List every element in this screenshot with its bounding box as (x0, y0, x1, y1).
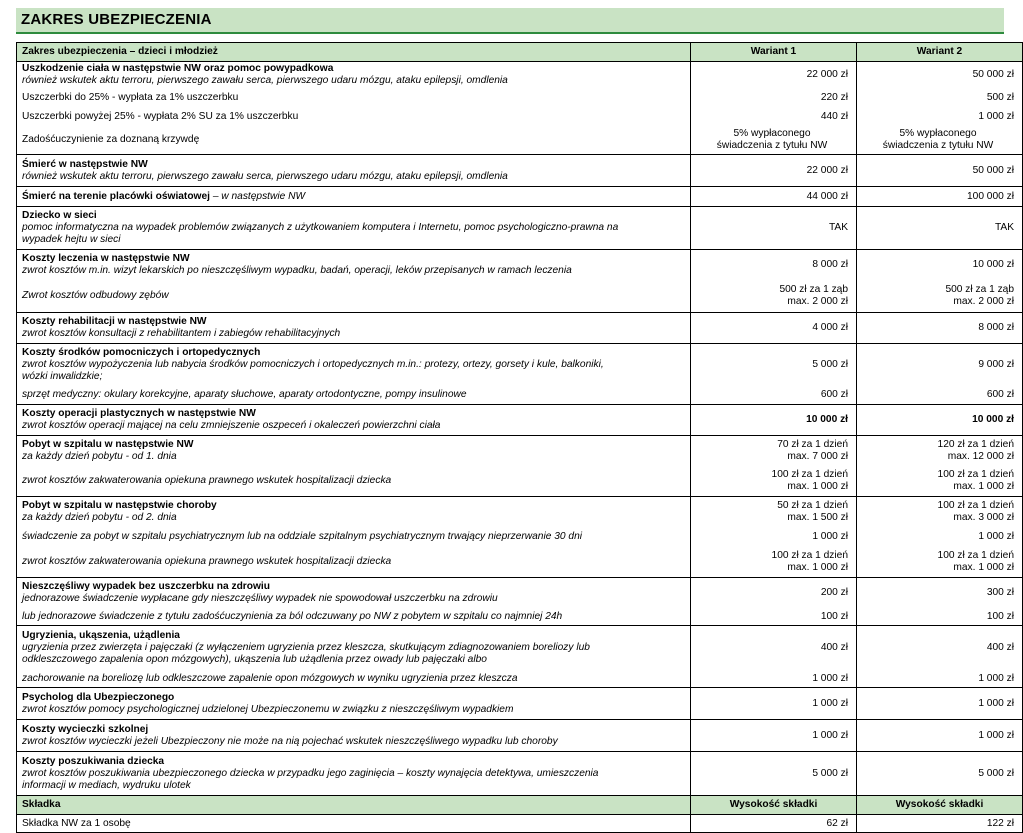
variant-1-cell (691, 497, 857, 578)
variant-2-cell (857, 752, 1023, 796)
variant-1-cell (691, 626, 857, 688)
variant-1-cell (691, 313, 857, 344)
variant-1-value-line (696, 187, 848, 206)
item-title-suffix: – w następstwie NW (209, 190, 306, 202)
table-header-row (17, 43, 1023, 62)
item-detail: zwrot kosztów zakwaterowania opiekuna prawnego wskutek hospitalizacji dziecka (22, 556, 392, 567)
variant-1-value: 100 zł za 1 dzień max. 1 000 zł (771, 469, 848, 492)
table-row (17, 187, 1023, 207)
variant-1-value: 200 zł (820, 587, 848, 598)
item-description: zwrot kosztów poszukiwania ubezpieczonego dziecka w przypadku jego zaginięcia – koszty wynajęcia detektywa, umieszczenia informacji w mediach, wydruku ulotek (22, 767, 599, 791)
variant-2-cell (857, 187, 1023, 207)
table-row (17, 313, 1023, 344)
item-description: pomoc informatyczna na wypadek problemów związanych z użytkowaniem komputera i Internetu, pomoc psychologiczno-prawna na wypadek hejtu w sieci (22, 222, 619, 245)
variant-1-value-line (696, 752, 848, 795)
scope-line (22, 313, 685, 343)
variant-1-value-line (696, 626, 848, 670)
item-title: Śmierć w następstwie NW (22, 158, 148, 170)
variant-1-value-line (696, 107, 848, 126)
table-row (17, 688, 1023, 720)
variant-1-value-line (696, 547, 848, 577)
scope-cell (17, 155, 691, 187)
scope-cell (17, 688, 691, 720)
variant-1-value: 44 000 zł (806, 190, 848, 202)
variant-2-value-line (862, 280, 1014, 312)
item-description: zwrot kosztów m.in. wizyt lekarskich po nieszczęśliwym wypadku, badań, operacji, leków przepisanych w ramach leczenia (22, 265, 572, 276)
variant-2-value-line (862, 547, 1014, 577)
scope-line (22, 670, 685, 687)
variant-2-value-line (862, 608, 1014, 625)
variant-1-value: 70 zł za 1 dzień max. 7 000 zł (777, 439, 848, 462)
variant-1-cell (691, 207, 857, 250)
scope-cell (17, 497, 691, 578)
variant-2-value-line (862, 155, 1014, 186)
variant-1-value-line (696, 527, 848, 547)
variant-1-value: 600 zł (820, 389, 848, 400)
variant-2-value-line (862, 626, 1014, 670)
variant-2-value-line (862, 466, 1014, 496)
variant-2-value: 50 000 zł (972, 164, 1014, 176)
item-description: ugryzienia przez zwierzęta i pajęczaki (z wyłączeniem ugryzienia przez kleszcza, skutkującym zdiagnozowaniem boreliozy lub odkleszczowego zapalenia opon mózgowych), ukąszenia lub użądlenia przez owady lub pajęczaki albo (22, 642, 590, 665)
scope-cell (17, 752, 691, 796)
variant-1-cell (691, 62, 857, 155)
variant-1-value-line (696, 155, 848, 186)
variant-2-value: 8 000 zł (978, 322, 1014, 333)
variant-1-value: 100 zł za 1 dzień max. 1 000 zł (771, 550, 848, 573)
variant-2-cell (857, 688, 1023, 720)
variant-1-value-line (696, 405, 848, 435)
variant-2-value: 10 000 zł (972, 259, 1014, 270)
item-detail: zachorowanie na boreliozę lub odkleszczowe zapalenie opon mózgowych w wyniku ugryzienia przez kleszcza (22, 672, 518, 684)
variant-2-value-line (862, 497, 1014, 527)
variant-2-value: 10 000 zł (972, 414, 1014, 425)
variant-2-cell (857, 62, 1023, 155)
item-title: Pobyt w szpitalu w następstwie choroby (22, 500, 217, 511)
variant-1-value-line (696, 466, 848, 496)
scope-cell (17, 578, 691, 626)
item-detail: Uszczerbki do 25% - wypłata za 1% uszczerbku (22, 91, 239, 103)
item-title: Pobyt w szpitalu w następstwie NW (22, 439, 194, 450)
item-description: zwrot kosztów wycieczki jeżeli Ubezpieczony nie może na nią pojechać wskutek nieszczęśliwego wypadku lub choroby (22, 735, 558, 747)
variant-1-value-line (696, 688, 848, 719)
table-row (17, 720, 1023, 752)
table-row (17, 207, 1023, 250)
variant-2-value-line (862, 126, 1014, 154)
scope-cell (17, 626, 691, 688)
variant-2-value-line (862, 752, 1014, 795)
item-description: zwrot kosztów pomocy psychologicznej udzielonej Ubezpieczonemu w związku z nieszczęśliwym wypadkiem (22, 703, 514, 715)
scope-line (22, 436, 685, 466)
header-variant-1: Wariant 1 (691, 43, 857, 62)
item-description: zwrot kosztów operacji mającej na celu zmniejszenie oszpeceń i okaleczeń powierzchni ciała (22, 420, 441, 431)
variant-1-value: 400 zł (820, 642, 848, 653)
premium-variant-1: 62 zł (691, 815, 857, 833)
item-detail: sprzęt medyczny: okulary korekcyjne, aparaty słuchowe, aparaty ortodontyczne, pompy insulinowe (22, 389, 467, 400)
item-title: Śmierć na terenie placówki oświatowej (22, 190, 210, 202)
variant-1-cell (691, 344, 857, 405)
variant-2-value: 400 zł (986, 642, 1014, 653)
scope-line (22, 187, 685, 206)
scope-line (22, 88, 685, 107)
variant-2-value: 5 000 zł (978, 767, 1014, 779)
section-title: ZAKRES UBEZPIECZENIA (21, 11, 212, 28)
variant-2-cell (857, 436, 1023, 497)
variant-1-value-line (696, 313, 848, 343)
variant-2-value-line (862, 88, 1014, 107)
variant-2-value: 500 zł (986, 91, 1014, 103)
item-description: jednorazowe świadczenie wypłacane gdy nieszczęśliwy wypadek nie spowodował uszczerbku na zdrowiu (22, 593, 498, 604)
scope-line (22, 608, 685, 625)
scope-line (22, 547, 685, 577)
item-description: za każdy dzień pobytu - od 1. dnia (22, 451, 177, 462)
table-row (17, 155, 1023, 187)
variant-1-value-line (696, 497, 848, 527)
insurance-scope-table (16, 42, 1023, 833)
variant-2-cell (857, 344, 1023, 405)
variant-2-cell (857, 497, 1023, 578)
variant-2-value: 500 zł za 1 ząb max. 2 000 zł (945, 284, 1014, 307)
variant-2-cell (857, 313, 1023, 344)
scope-line (22, 280, 685, 312)
variant-2-value: 1 000 zł (978, 672, 1014, 684)
variant-1-value-line (696, 250, 848, 280)
item-description: zwrot kosztów konsultacji z rehabilitantem i zabiegów rehabilitacyjnych (22, 328, 341, 339)
scope-line (22, 62, 685, 88)
variant-2-cell (857, 207, 1023, 250)
item-detail: świadczenie za pobyt w szpitalu psychiatrycznym lub na oddziale szpitalnym psychiatrycznym trwający nieprzerwanie 30 dni (22, 531, 582, 542)
scope-line (22, 626, 685, 670)
item-title: Uszkodzenie ciała w następstwie NW oraz pomoc powypadkowa (22, 63, 334, 74)
item-title: Dziecko w sieci (22, 210, 97, 221)
variant-2-value: 5% wypłaconego świadczenia z tytułu NW (882, 128, 994, 151)
variant-2-value: 9 000 zł (978, 359, 1014, 370)
variant-1-value-line (696, 207, 848, 249)
variant-1-cell (691, 688, 857, 720)
variant-1-cell (691, 405, 857, 436)
variant-2-value-line (862, 720, 1014, 751)
premium-label: Składka NW za 1 osobę (17, 815, 691, 833)
scope-cell (17, 207, 691, 250)
item-detail: lub jednorazowe świadczenie z tytułu zadośćuczynienia za ból odczuwany po NW z pobytem w szpitalu co najmniej 24h (22, 610, 563, 622)
variant-2-value-line (862, 344, 1014, 386)
item-description: zwrot kosztów wypożyczenia lub nabycia środków pomocniczych i ortopedycznych m.in.: protezy, ortezy, gorsety i kule, balkoniki, wózki inwalidzkie; (22, 359, 604, 382)
scope-cell (17, 436, 691, 497)
section-title-bar (16, 8, 1004, 34)
scope-line (22, 527, 685, 547)
item-title: Nieszczęśliwy wypadek bez uszczerbku na zdrowiu (22, 581, 270, 592)
scope-cell (17, 250, 691, 313)
variant-1-value: 5% wypłaconego świadczenia z tytułu NW (716, 128, 828, 151)
variant-2-cell (857, 578, 1023, 626)
variant-1-cell (691, 155, 857, 187)
item-description: również wskutek aktu terroru, pierwszego zawału serca, pierwszego udaru mózgu, ataku epilepsji, omdlenia (22, 170, 508, 182)
variant-2-value: 100 zł za 1 dzień max. 3 000 zł (937, 500, 1014, 523)
table-row (17, 626, 1023, 688)
variant-2-value-line (862, 688, 1014, 719)
item-detail: zwrot kosztów zakwaterowania opiekuna prawnego wskutek hospitalizacji dziecka (22, 475, 392, 486)
variant-1-value-line (696, 62, 848, 88)
variant-2-value: 300 zł (986, 587, 1014, 598)
item-title: Koszty leczenia w następstwie NW (22, 253, 190, 264)
variant-2-value: 50 000 zł (972, 69, 1014, 80)
scope-cell (17, 187, 691, 207)
variant-1-cell (691, 720, 857, 752)
scope-line (22, 126, 685, 154)
variant-1-value-line (696, 88, 848, 107)
variant-2-value-line (862, 527, 1014, 547)
variant-1-value: 22 000 zł (806, 69, 848, 80)
scope-line (22, 752, 685, 795)
variant-2-value: 100 zł za 1 dzień max. 1 000 zł (937, 550, 1014, 573)
variant-1-value: 8 000 zł (812, 259, 848, 270)
variant-1-value-line (696, 608, 848, 625)
variant-1-value: 50 zł za 1 dzień max. 1 500 zł (777, 500, 848, 523)
variant-2-value-line (862, 107, 1014, 126)
variant-1-value: 1 000 zł (812, 531, 848, 542)
scope-line (22, 207, 685, 249)
variant-2-cell (857, 626, 1023, 688)
item-detail: Zwrot kosztów odbudowy zębów (22, 290, 169, 301)
scope-line (22, 578, 685, 608)
variant-2-value-line (862, 405, 1014, 435)
scope-cell (17, 405, 691, 436)
variant-2-cell (857, 250, 1023, 313)
variant-2-cell (857, 720, 1023, 752)
variant-1-value-line (696, 344, 848, 386)
variant-2-value-line (862, 187, 1014, 206)
item-title: Koszty środków pomocniczych i ortopedycznych (22, 347, 261, 358)
variant-2-value: 120 zł za 1 dzień max. 12 000 zł (937, 439, 1014, 462)
variant-1-value-line (696, 280, 848, 312)
variant-2-value-line (862, 386, 1014, 404)
variant-2-value: 100 zł (986, 610, 1014, 622)
variant-2-value: 100 zł za 1 dzień max. 1 000 zł (937, 469, 1014, 492)
header-variant-2: Wariant 2 (857, 43, 1023, 62)
table-row (17, 497, 1023, 578)
variant-1-cell (691, 578, 857, 626)
scope-line (22, 107, 685, 126)
table-row (17, 405, 1023, 436)
variant-1-value: 1 000 zł (812, 729, 848, 741)
variant-1-value: 5 000 zł (812, 767, 848, 779)
variant-1-value: 10 000 zł (806, 414, 848, 425)
premium-header-variant-1: Wysokość składki (691, 796, 857, 815)
variant-2-value-line (862, 313, 1014, 343)
premium-variant-2: 122 zł (857, 815, 1023, 833)
variant-2-value: 1 000 zł (978, 697, 1014, 709)
item-title: Koszty operacji plastycznych w następstwie NW (22, 408, 256, 419)
variant-1-value-line (696, 436, 848, 466)
premium-header-row (17, 796, 1023, 815)
item-detail: Uszczerbki powyżej 25% - wypłata 2% SU za 1% uszczerbku (22, 110, 299, 122)
variant-2-value-line (862, 670, 1014, 687)
variant-1-value: 1 000 zł (812, 697, 848, 709)
variant-1-value: TAK (828, 222, 848, 233)
premium-header-label: Składka (17, 796, 691, 815)
scope-cell (17, 313, 691, 344)
item-detail: Zadośćuczynienie za doznaną krzywdę (22, 134, 200, 145)
table-row (17, 62, 1023, 155)
scope-line (22, 688, 685, 719)
table-row (17, 344, 1023, 405)
scope-line (22, 386, 685, 404)
variant-1-value-line (696, 386, 848, 404)
variant-1-cell (691, 436, 857, 497)
premium-row (17, 815, 1023, 833)
variant-1-value: 500 zł za 1 ząb max. 2 000 zł (779, 284, 848, 307)
scope-line (22, 250, 685, 280)
variant-2-value: 100 000 zł (966, 190, 1014, 202)
variant-1-value: 22 000 zł (806, 164, 848, 176)
variant-1-value: 4 000 zł (812, 322, 848, 333)
scope-line (22, 344, 685, 386)
variant-2-value-line (862, 578, 1014, 608)
scope-line (22, 405, 685, 435)
variant-1-value-line (696, 670, 848, 687)
item-description: za każdy dzień pobytu - od 2. dnia (22, 512, 177, 523)
scope-cell (17, 720, 691, 752)
table-row (17, 250, 1023, 313)
item-description: również wskutek aktu terroru, pierwszego zawału serca, pierwszego udaru mózgu, ataku epilepsji, omdlenia (22, 75, 508, 86)
variant-1-cell (691, 250, 857, 313)
item-title: Psycholog dla Ubezpieczonego (22, 691, 175, 703)
table-row (17, 436, 1023, 497)
variant-1-value: 440 zł (820, 110, 848, 122)
variant-1-value: 100 zł (820, 610, 848, 622)
variant-1-value: 5 000 zł (812, 359, 848, 370)
variant-1-value: 1 000 zł (812, 672, 848, 684)
scope-cell (17, 62, 691, 155)
variant-1-cell (691, 752, 857, 796)
item-title: Koszty rehabilitacji w następstwie NW (22, 316, 207, 327)
variant-2-value-line (862, 207, 1014, 249)
variant-2-value-line (862, 250, 1014, 280)
premium-header-variant-2: Wysokość składki (857, 796, 1023, 815)
variant-2-value-line (862, 436, 1014, 466)
variant-1-value-line (696, 720, 848, 751)
table-row (17, 578, 1023, 626)
variant-2-value: 1 000 zł (978, 729, 1014, 741)
table-row (17, 752, 1023, 796)
variant-2-cell (857, 155, 1023, 187)
variant-2-value: 1 000 zł (978, 531, 1014, 542)
scope-line (22, 466, 685, 496)
variant-2-value: TAK (994, 222, 1014, 233)
item-title: Ugryzienia, ukąszenia, użądlenia (22, 630, 180, 641)
variant-1-value: 220 zł (820, 91, 848, 103)
variant-2-value-line (862, 62, 1014, 88)
item-title: Koszty wycieczki szkolnej (22, 723, 149, 735)
variant-2-value: 600 zł (986, 389, 1014, 400)
scope-line (22, 155, 685, 186)
variant-2-cell (857, 405, 1023, 436)
header-scope: Zakres ubezpieczenia – dzieci i młodzież (17, 43, 691, 62)
scope-line (22, 720, 685, 751)
variant-1-cell (691, 187, 857, 207)
item-title: Koszty poszukiwania dziecka (22, 755, 165, 767)
variant-1-value-line (696, 126, 848, 154)
scope-cell (17, 344, 691, 405)
scope-line (22, 497, 685, 527)
variant-1-value-line (696, 578, 848, 608)
variant-2-value: 1 000 zł (978, 110, 1014, 122)
